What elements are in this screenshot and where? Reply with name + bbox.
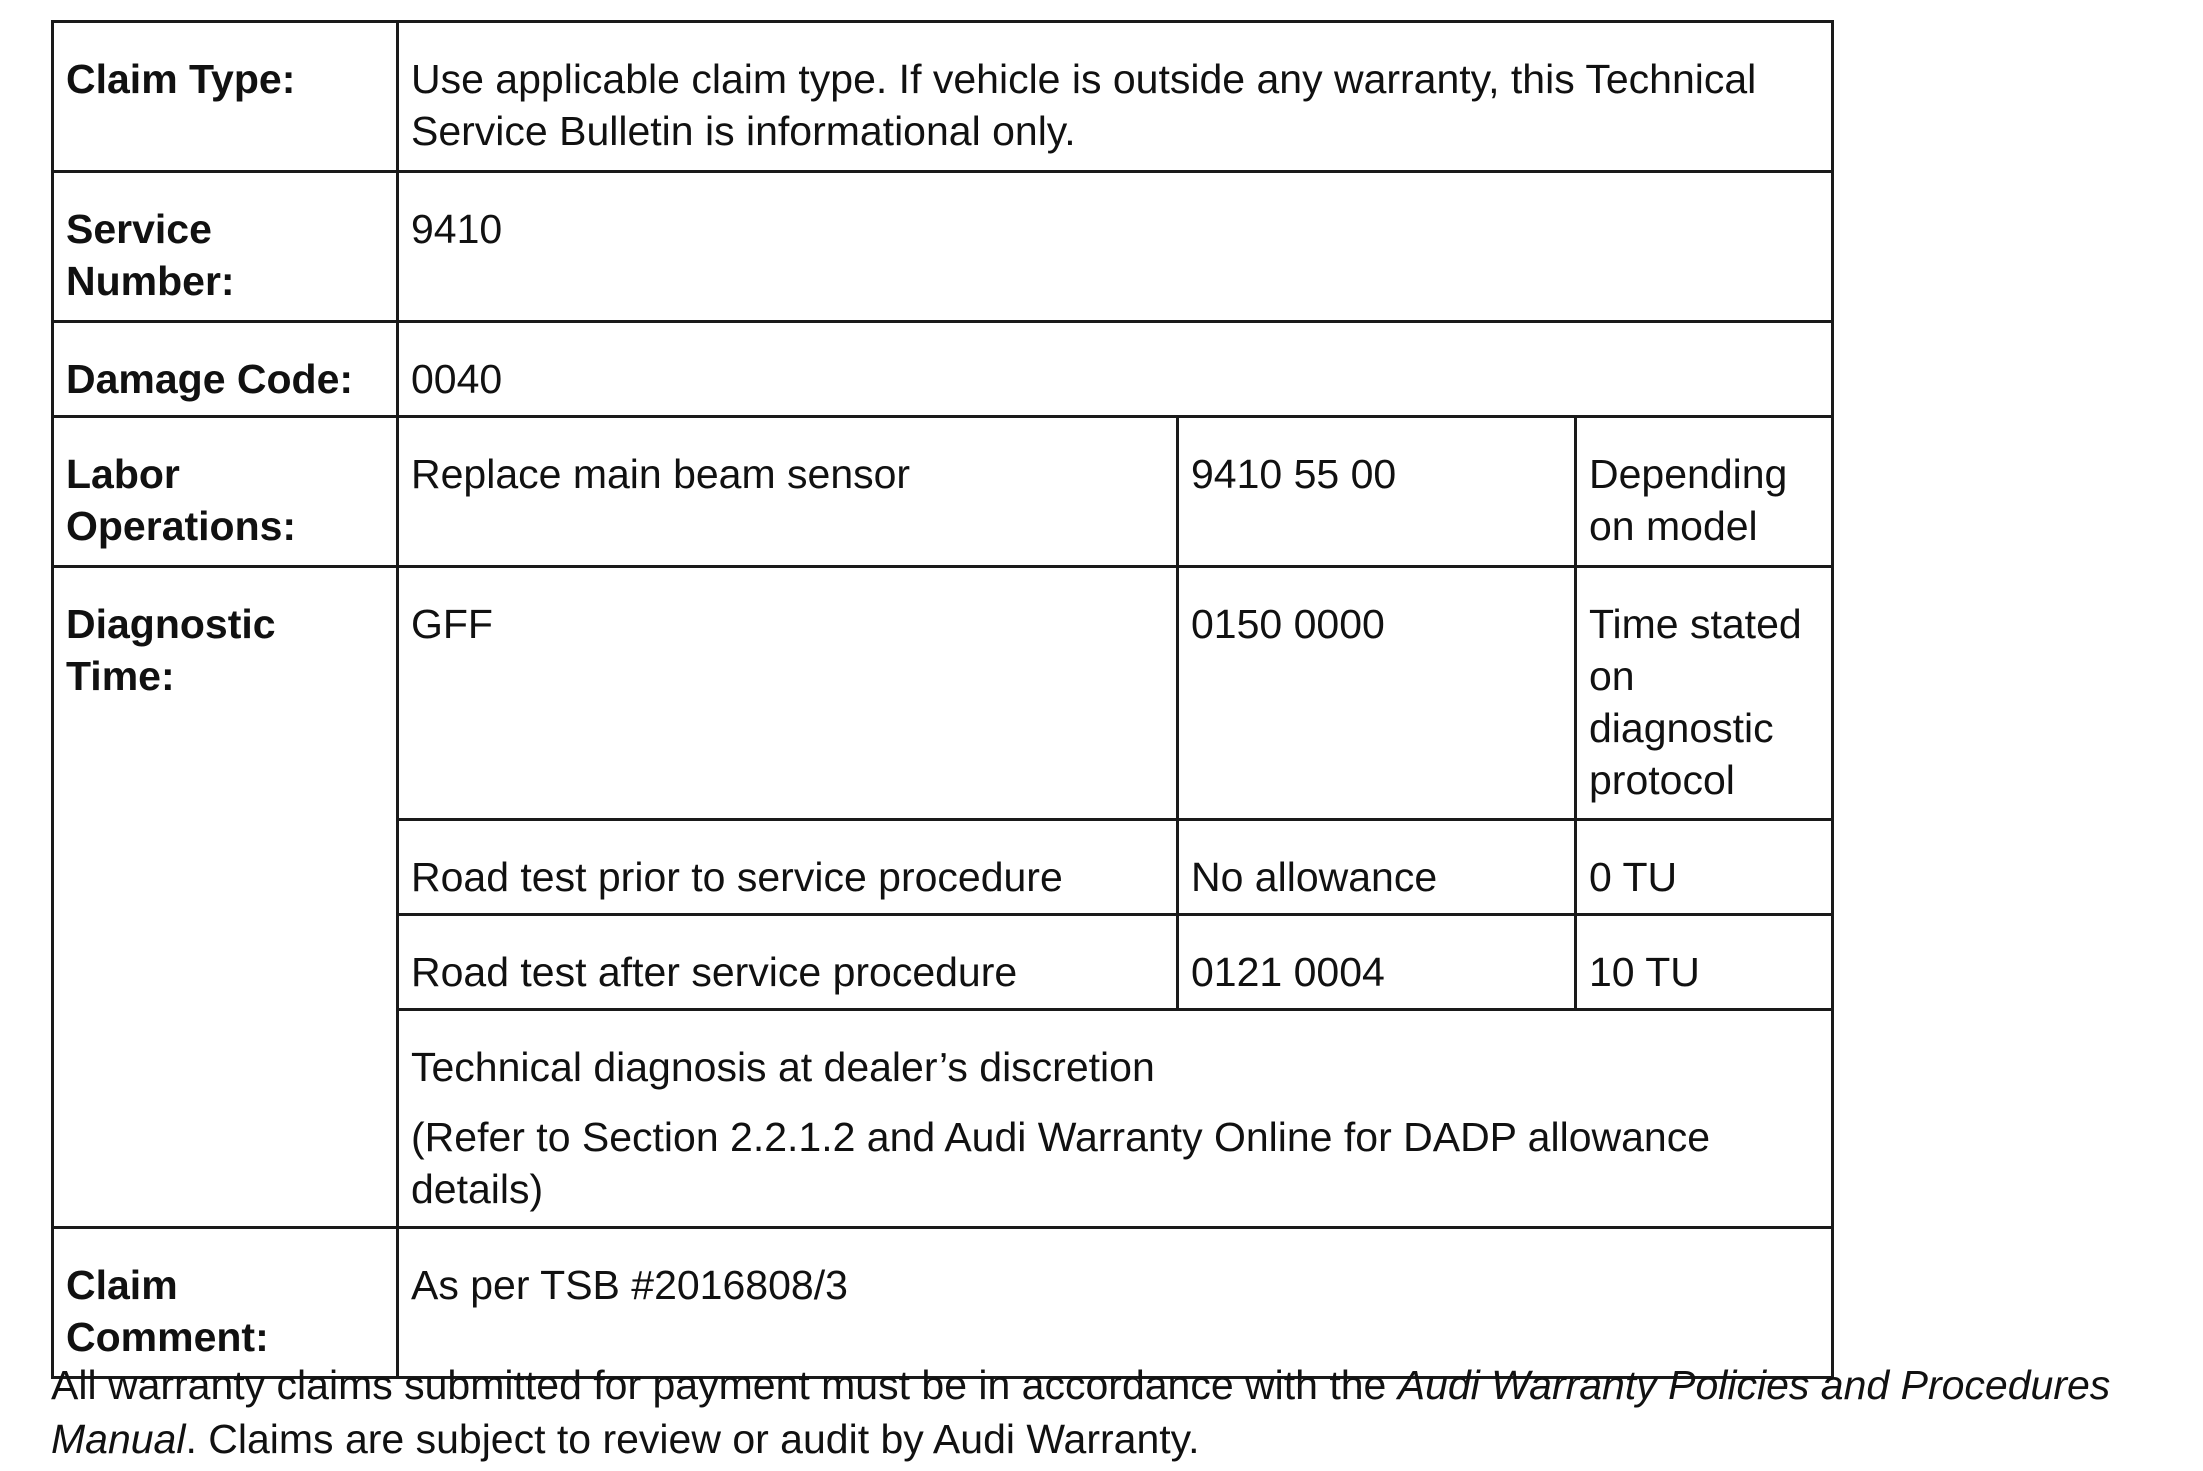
footer-text-before: All warranty claims submitted for payment must be in accordance with the	[51, 1362, 1398, 1408]
road-test-prior-code: No allowance	[1178, 820, 1576, 915]
service-number-label: Service Number:	[53, 172, 398, 322]
service-number-row	[53, 172, 1833, 322]
diagnostic-time-label: Diagnostic Time:	[53, 567, 398, 1228]
claim-comment-label: Claim Comment:	[53, 1228, 398, 1378]
warranty-claim-table	[51, 20, 1834, 1379]
claim-type-row	[53, 22, 1833, 172]
labor-operation-code: 9410 55 00	[1178, 417, 1576, 567]
road-test-after-time: 10 TU	[1576, 915, 1833, 1010]
warranty-manual-title: Audi Warranty Policies and Procedures Manual	[51, 1362, 2111, 1462]
warranty-footer-note	[51, 1358, 2171, 1466]
claim-type-label: Claim Type:	[53, 22, 398, 172]
diagnostic-row	[53, 567, 1833, 820]
technical-diagnosis-note	[398, 1010, 1833, 1228]
claim-comment-row	[53, 1228, 1833, 1378]
technical-diagnosis-line: Technical diagnosis at dealer’s discretion	[411, 1044, 1155, 1090]
labor-operations-label: Labor Operations:	[53, 417, 398, 567]
service-number-value: 9410	[398, 172, 1833, 322]
labor-operations-row	[53, 417, 1833, 567]
road-test-after-description: Road test after service procedure	[398, 915, 1178, 1010]
diagnostic-code: 0150 0000	[1178, 567, 1576, 820]
diagnostic-description: GFF	[398, 567, 1178, 820]
road-test-prior-time: 0 TU	[1576, 820, 1833, 915]
damage-code-label: Damage Code:	[53, 322, 398, 417]
diagnostic-time-value: Time stated on diagnostic protocol	[1576, 567, 1833, 820]
road-test-prior-description: Road test prior to service procedure	[398, 820, 1178, 915]
damage-code-value: 0040	[398, 322, 1833, 417]
dadp-allowance-reference: (Refer to Section 2.2.1.2 and Audi Warranty Online for DADP allowance details)	[411, 1114, 1711, 1212]
footer-text-after: . Claims are subject to review or audit by Audi Warranty.	[185, 1416, 1200, 1462]
labor-operation-description: Replace main beam sensor	[398, 417, 1178, 567]
claim-type-value: Use applicable claim type. If vehicle is outside any warranty, this Technical Service Bulletin is informational only.	[398, 22, 1833, 172]
labor-operation-time: Depending on model	[1576, 417, 1833, 567]
claim-comment-value: As per TSB #2016808/3	[398, 1228, 1833, 1378]
road-test-after-code: 0121 0004	[1178, 915, 1576, 1010]
damage-code-row	[53, 322, 1833, 417]
